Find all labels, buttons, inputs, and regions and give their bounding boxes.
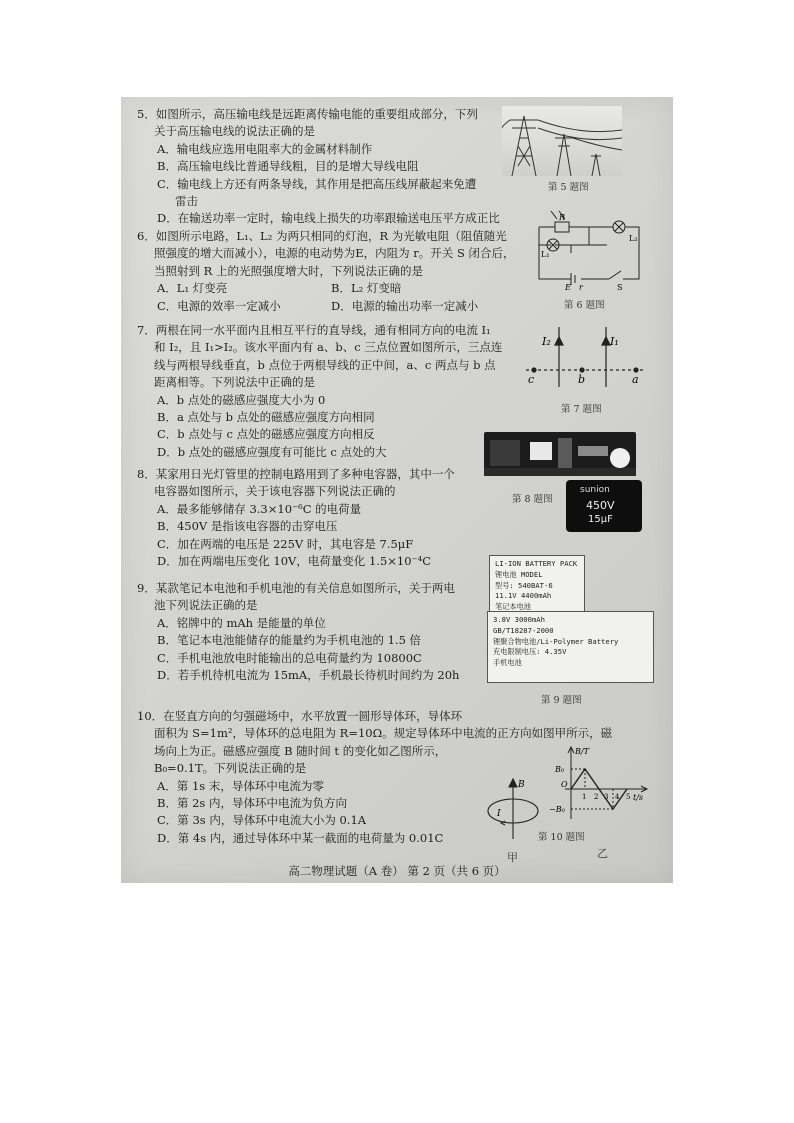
q6-options-row-2 [137,298,514,315]
q8-stem-2: 电容器如图所示，关于该电容器下列说法正确的 [154,484,396,499]
q9-option-a: A．铭牌中的 mAh 是能量的单位 [157,615,326,630]
capacitor-voltage: 450V [586,499,615,512]
label-BT: B/T [575,747,589,756]
phone-line-2: GB/T18287-2000 [493,625,554,635]
phone-line-4: 充电限制电压: 4.35V [493,647,567,657]
q6-stem-2: 照强度的增大而减小），电源的电动势为E，内阻为 r。开关 S 闭合后， [154,246,515,261]
label-negB0: −B₀ [549,805,565,814]
q6-option-d: D．电源的输出功率一定减小 [331,298,479,313]
q7-option-b: B．a 点处与 b 点处的磁感应强度方向相同 [157,410,375,425]
q9-option-c: C．手机电池放电时能输出的总电荷量约为 10800C [157,650,422,665]
fig7-caption: 第 7 题图 [561,404,602,415]
q9-stem-1: 9．某款笔记本电池和手机电池的有关信息如图所示，关于两电 [137,581,455,595]
fig10-caption: 第 10 题图 [538,832,585,843]
laptop-line-1: LI-ION BATTERY PACK [495,559,578,568]
fig8-caption: 第 8 题图 [512,494,553,505]
capacitor-capacitance: 15μF [588,514,613,525]
q5-option-a: A．输电线应选用电阻率大的金属材料制作 [157,141,373,156]
tick-3: 3 [604,793,609,801]
capacitor-brand: sunion [580,485,610,495]
label-S: S [617,283,623,291]
q7-stem-3: 线与两根导线垂直，b 点位于两根导线的正中间，a、c 两点与 b 点 [154,357,496,372]
q7-option-a: A．b 点处的磁感应强度大小为 0 [157,392,326,407]
label-B-axis: B [518,780,525,790]
fig6-caption: 第 6 题图 [564,300,605,311]
question-8 [137,466,455,570]
tick-5: 5 [626,793,631,801]
circuit-diagram [529,209,647,295]
label-O: O [561,780,568,789]
b-t-graph [549,745,649,825]
q7-option-d: D．b 点处的磁感应强度有可能比 c 点处的大 [157,444,387,459]
label-b: b [578,373,586,386]
fig10-yi: 乙 [597,847,608,860]
label-R: R [559,213,566,222]
q8-stem-1: 8．某家用日光灯管里的控制电路用到了多种电容器，其中一个 [137,467,455,481]
label-a: a [632,373,639,386]
question-7 [137,322,502,461]
parallel-wires-diagram [526,325,646,391]
q7-option-c: C．b 点处与 c 点处的磁感应强度方向相反 [157,427,375,442]
label-L1: L₁ [541,250,550,259]
q6-stem-3: 当照射到 R 上的光照强度增大时，下列说法正确的是 [154,263,423,278]
q6-option-b: B．L₂ 灯变暗 [331,281,402,296]
fig10-jia: 甲 [507,851,518,864]
laptop-battery-label [489,555,585,619]
q9-option-d: D．若手机待机电流为 15mA，手机最长待机时间约为 20h [157,668,460,683]
q5-option-c: C．输电线上方还有两条导线，其作用是把高压线屏蔽起来免遭 [157,176,477,191]
q5-option-c-cont: 雷击 [175,194,198,209]
label-c: c [528,373,535,386]
q6-option-c: C．电源的效率一定减小 [157,298,281,313]
q6-options-row-1 [137,280,514,297]
tick-4: 4 [615,793,620,801]
label-r: r [579,283,583,291]
capacitor-photo [566,480,642,532]
label-L2: L₂ [629,234,638,243]
label-B0: B₀ [555,765,565,774]
q10-stem-4: B₀=0.1T。下列说法正确的是 [154,761,307,776]
q5-option-d: D．在输送功率一定时，输电线上损失的功率跟输送电压平方成正比 [157,211,500,226]
question-9 [137,580,459,684]
q10-stem-1: 10．在竖直方向的匀强磁场中，水平放置一圆形导体环，导体环 [137,709,463,723]
q9-option-b: B．笔记本电池能储存的能量约为手机电池的 1.5 倍 [157,633,422,648]
phone-line-1: 3.8V 3000mAh [493,615,545,624]
q10-option-d: D．第 4s 内，通过导体环中某一截面的电荷量为 0.01C [157,830,444,845]
tick-2: 2 [594,793,599,801]
label-ts: t/s [633,793,644,802]
q10-option-c: C．第 3s 内，导体环中电流大小为 0.1A [157,813,367,828]
fig9-caption: 第 9 题图 [541,695,582,706]
label-I: I [497,809,501,819]
phone-line-5: 手机电池 [493,658,522,668]
q5-option-b: B．高压输电线比普通导线粗，目的是增大导线电阻 [157,159,419,174]
exam-page [121,97,673,883]
label-I1: I₁ [610,335,619,348]
q6-option-a: A．L₁ 灯变亮 [157,281,228,296]
q10-option-b: B．第 2s 内，导体环中电流为负方向 [157,796,347,811]
label-I2: I₂ [542,335,551,348]
phone-battery-label [487,611,654,683]
question-5 [137,106,500,228]
q6-stem-1: 6．如图所示电路，L₁、L₂ 为两只相同的灯泡，R 为光敏电阻（阻值随光 [137,229,507,243]
q7-stem-1: 7．两根在同一水平面内且相互平行的直导线，通有相同方向的电流 I₁ [137,323,491,337]
q5-stem-1: 5．如图所示，高压输电线是远距离传输电能的重要组成部分，下列 [137,107,478,121]
label-E: E [565,283,571,291]
q9-stem-2: 池下列说法正确的是 [154,598,258,613]
laptop-line-5: 笔记本电池 [495,602,531,612]
q5-stem-2: 关于高压输电线的说法正确的是 [154,124,315,139]
q10-stem-2: 面积为 S=1m²，导体环的总电阻为 R=10Ω。规定导体环中电流的正方向如图甲所示，磁 [154,726,613,741]
q7-stem-4: 距离相等。下列说法中正确的是 [154,375,315,390]
q8-option-b: B．450V 是指该电容器的击穿电压 [157,519,338,534]
circuit-board-photo [484,432,636,476]
q8-option-d: D．加在两端电压变化 10V，电荷量变化 1.5×10⁻⁴C [157,554,432,569]
question-6 [137,228,514,315]
q8-option-a: A．最多能够储存 3.3×10⁻⁶C 的电荷量 [157,501,362,516]
q10-option-a: A．第 1s 末，导体环中电流为零 [157,778,324,793]
page-footer: 高二物理试题（A 卷） 第 2 页（共 6 页） [288,864,506,878]
q10-stem-3: 场向上为正。磁感应强度 B 随时间 t 的变化如乙图所示， [154,743,447,758]
q8-option-c: C．加在两端的电压是 225V 时，其电容是 7.5μF [157,536,414,551]
power-tower-photo [502,106,622,176]
conductor-ring-diagram [483,775,543,849]
phone-line-3: 锂聚合物电池/Li-Polymer Battery [493,636,619,646]
laptop-line-2: 锂电池 MODEL [495,569,543,579]
q7-stem-2: 和 I₂，且 I₁>I₂。该水平面内有 a、b、c 三点位置如图所示，三点连 [154,340,503,355]
laptop-line-4: 11.1V 4400mAh [495,591,552,601]
laptop-line-3: 型号: 540BAT-6 [495,580,553,590]
tick-1: 1 [582,793,587,801]
fig5-caption: 第 5 题图 [548,182,589,193]
